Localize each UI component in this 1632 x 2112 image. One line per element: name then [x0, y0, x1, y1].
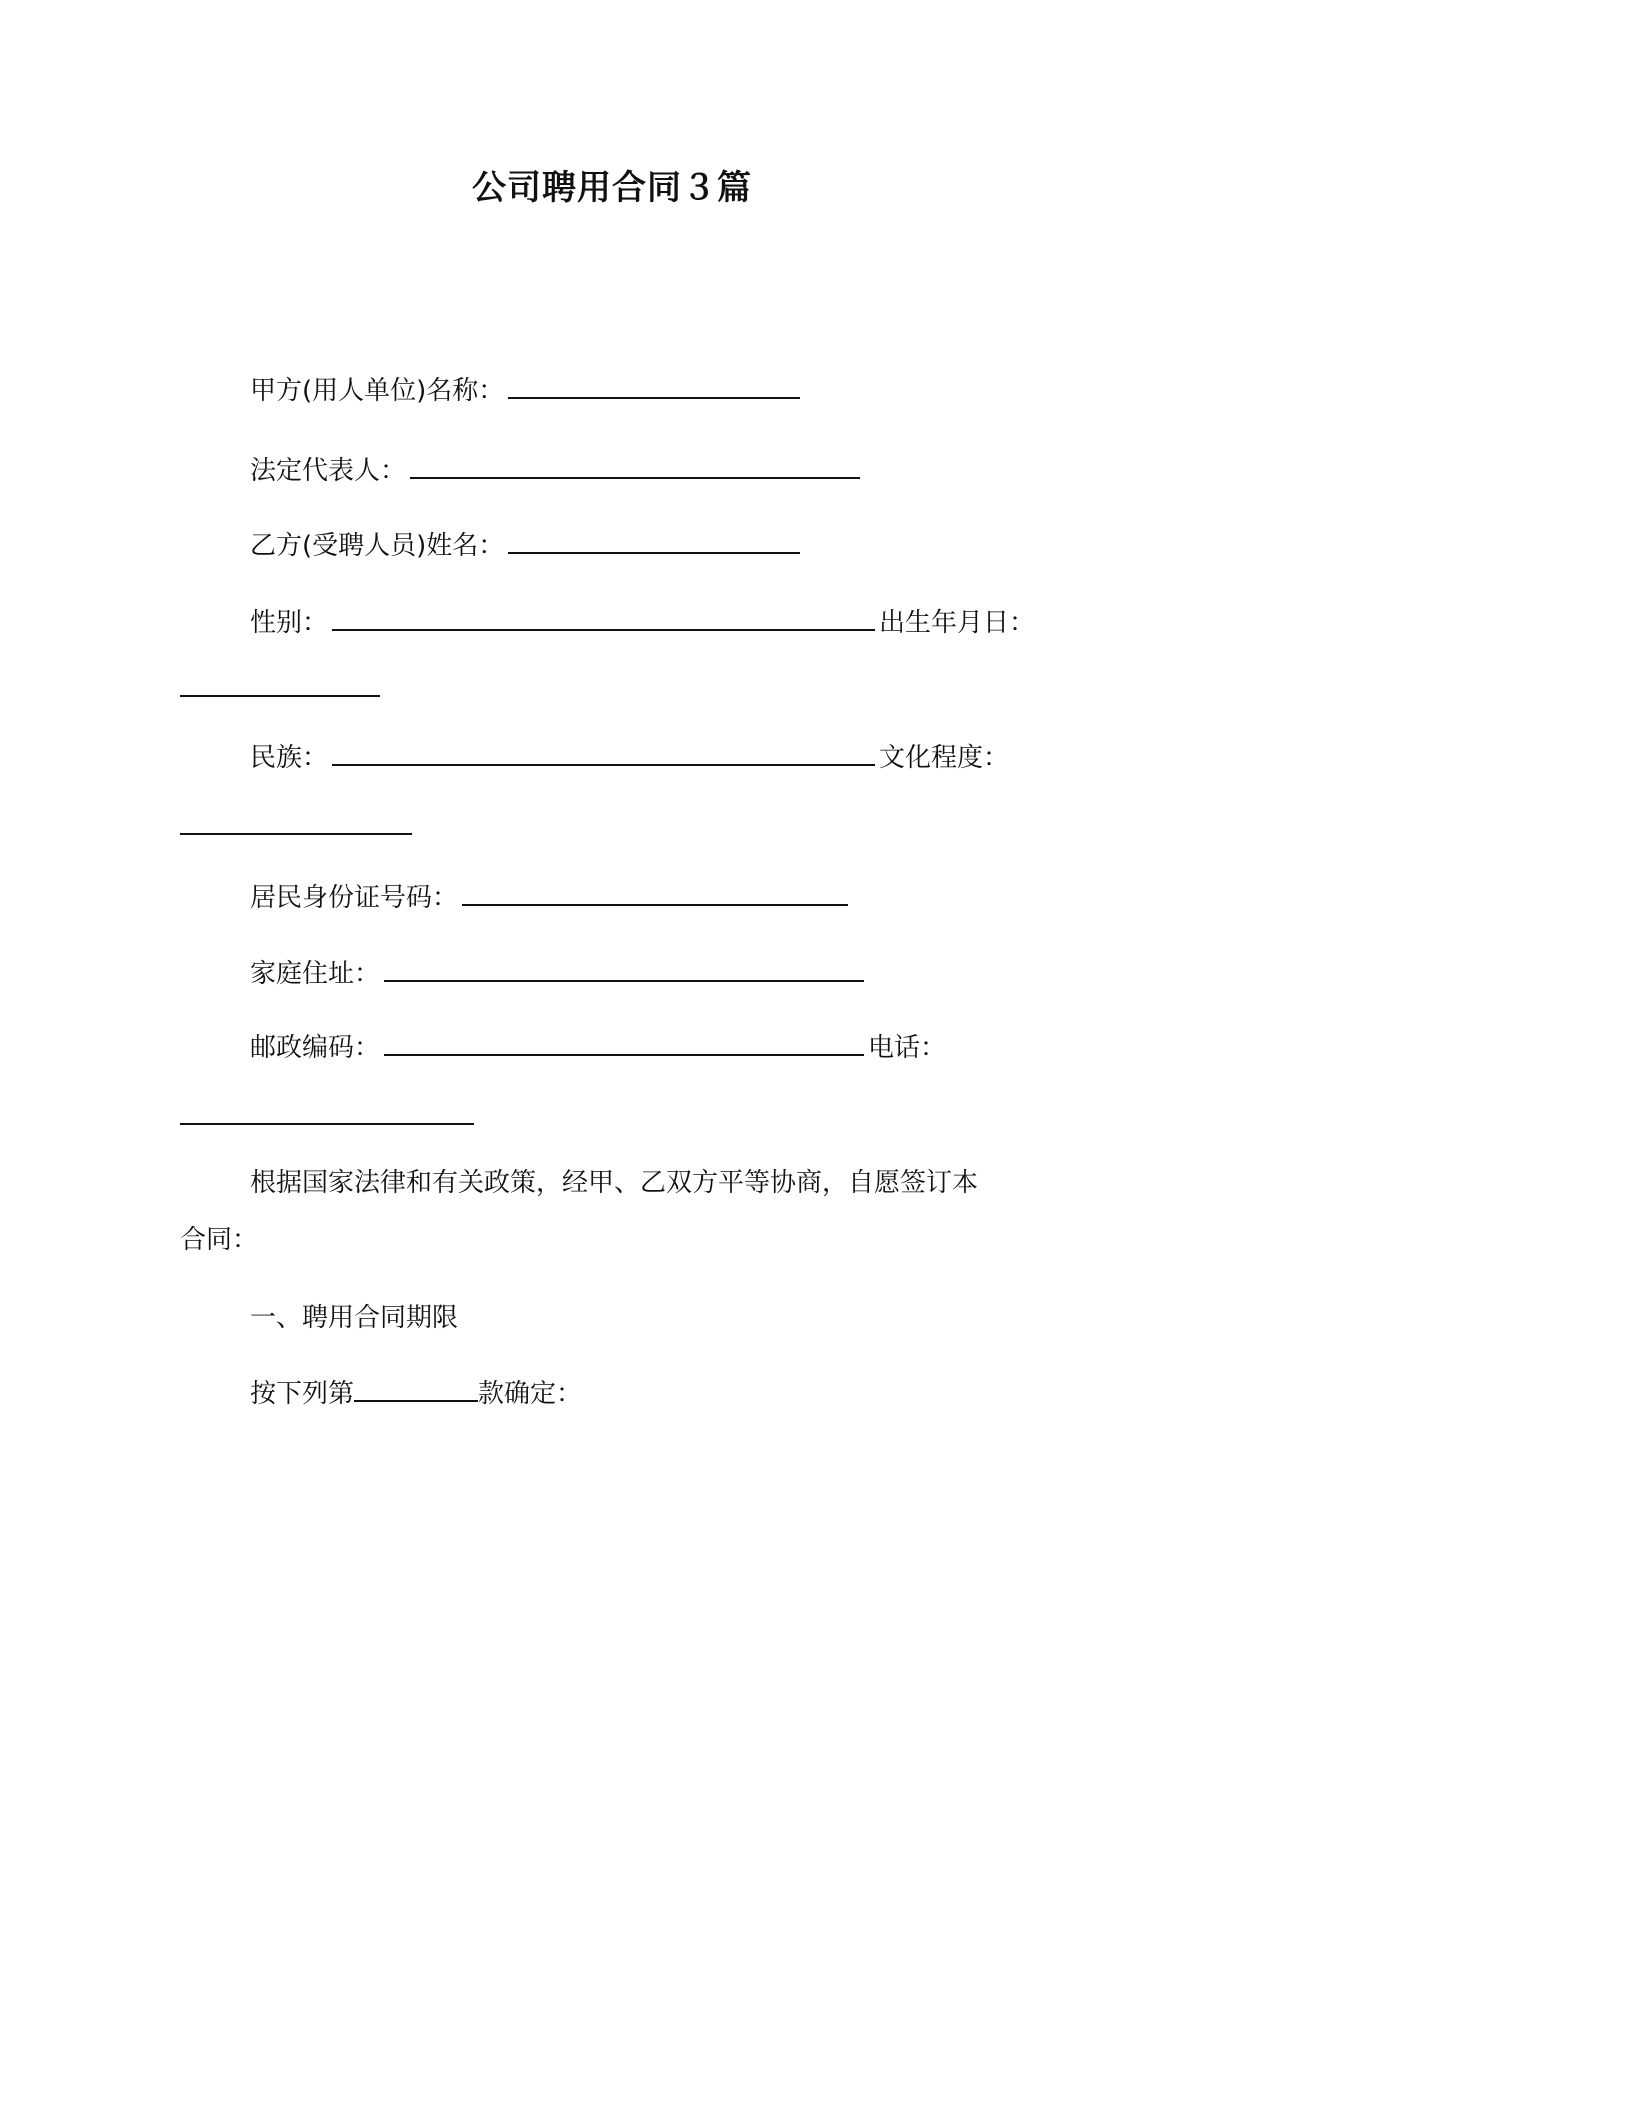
birth-date-row	[180, 668, 380, 710]
party-a-name-blank[interactable]	[508, 374, 800, 399]
postal-code-blank[interactable]	[384, 1031, 864, 1056]
home-address-row	[250, 953, 868, 995]
legal-rep-blank[interactable]	[410, 454, 860, 479]
education-blank[interactable]	[180, 810, 412, 835]
intro-paragraph-line2: 合同：	[180, 1225, 259, 1255]
ethnicity-row	[250, 737, 1009, 779]
legal-rep-label: 法定代表人：	[250, 456, 407, 486]
gender-label: 性别：	[250, 608, 329, 638]
home-address-blank[interactable]	[384, 957, 864, 982]
home-address-label: 家庭住址：	[250, 959, 381, 989]
intro-paragraph-line1: 根据国家法律和有关政策，经甲、乙双方平等协商，自愿签订本	[250, 1168, 979, 1198]
clause-row	[250, 1373, 582, 1415]
ethnicity-blank[interactable]	[332, 741, 875, 766]
clause-suffix: 款确定：	[478, 1379, 583, 1409]
id-number-blank[interactable]	[462, 881, 848, 906]
education-row	[180, 806, 412, 848]
clause-number-blank[interactable]	[354, 1377, 478, 1402]
postal-code-row	[250, 1027, 946, 1069]
gender-row	[250, 602, 1035, 644]
id-number-label: 居民身份证号码：	[250, 883, 459, 913]
gender-blank[interactable]	[332, 606, 875, 631]
clause-prefix: 按下列第	[250, 1379, 355, 1409]
ethnicity-label: 民族：	[250, 743, 329, 773]
birth-date-label: 出生年月日：	[879, 608, 1036, 638]
party-a-name-label: 甲方(用人单位)名称：	[250, 376, 505, 406]
legal-rep-row	[250, 450, 864, 492]
phone-blank[interactable]	[180, 1100, 474, 1125]
party-b-name-row	[250, 525, 804, 567]
party-a-name-row	[250, 370, 804, 412]
document-title: 公司聘用合同３篇	[472, 168, 752, 208]
birth-date-blank[interactable]	[180, 672, 380, 697]
party-b-name-label: 乙方(受聘人员)姓名：	[250, 531, 505, 561]
section-heading: 一、聘用合同期限	[250, 1303, 459, 1333]
phone-row	[180, 1096, 474, 1138]
phone-label: 电话：	[868, 1033, 947, 1063]
education-label: 文化程度：	[879, 743, 1010, 773]
postal-code-label: 邮政编码：	[250, 1033, 381, 1063]
id-number-row	[250, 877, 852, 919]
party-b-name-blank[interactable]	[508, 529, 800, 554]
